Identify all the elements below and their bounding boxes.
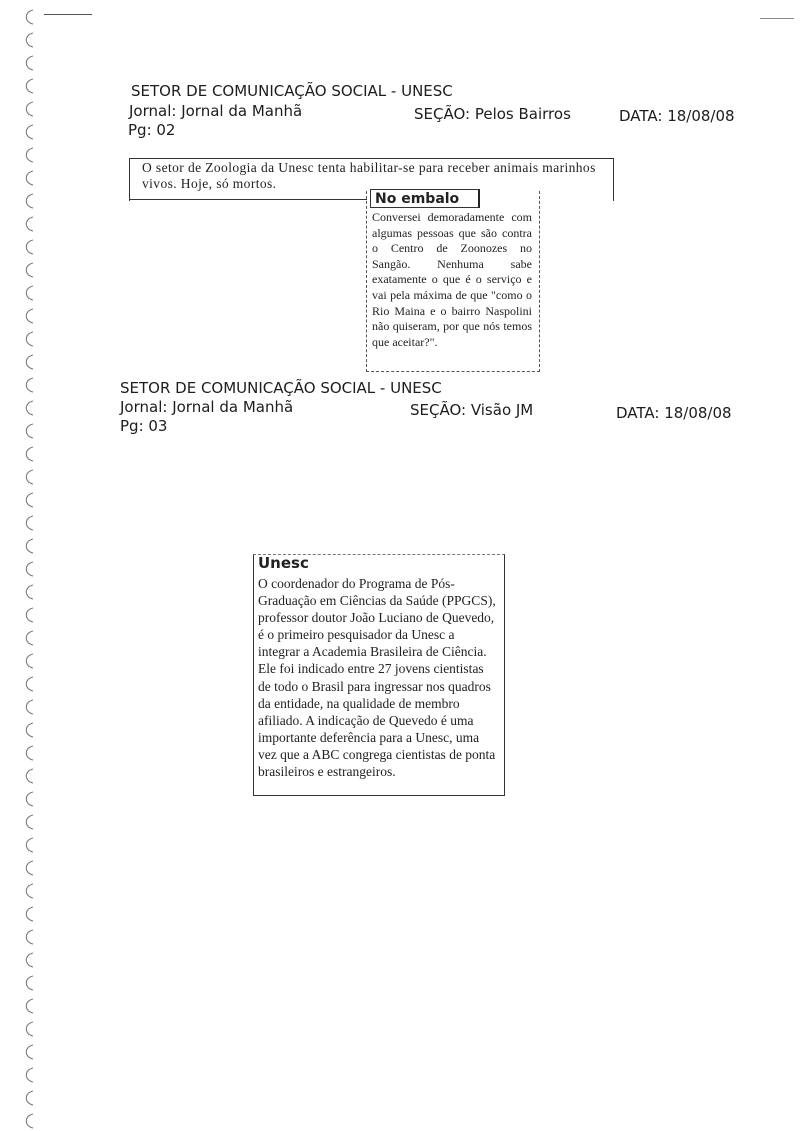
clipping-1-column-text: Conversei demoradamente com algumas pessoas que são contra o Centro de Zoonozes no Sangão. Nenhuma sabe exatamente o que é o serviço e vai pela máxima de que "como o Rio Maina e o bairro Naspolini não quiseram, por que nós temos que aceitar?". [372,210,532,349]
header-2-sector: SETOR DE COMUNICAÇÃO SOCIAL - UNESC [120,379,442,397]
header-1-date: DATA: 18/08/08 [619,107,735,125]
binder-edge-line [44,14,92,15]
header-1-section: SEÇÃO: Pelos Bairros [414,105,571,123]
header-1-journal: Jornal: Jornal da Manhã [129,102,303,120]
clipping-1-brief-bottom-edge [129,199,367,200]
clipping-2-article-title: Unesc [258,554,309,572]
header-2-journal: Jornal: Jornal da Manhã [120,398,294,416]
header-2-section: SEÇÃO: Visão JM [410,401,534,419]
header-2-date: DATA: 18/08/08 [616,404,732,422]
corner-mark [760,18,794,19]
clipping-1-brief-text: O setor de Zoologia da Unesc tenta habilitar-se para receber animais marinhos vivos. Hoje, só mortos. [142,160,596,191]
header-2-page: Pg: 03 [120,417,168,435]
header-1-sector: SETOR DE COMUNICAÇÃO SOCIAL - UNESC [131,82,453,100]
header-1-page: Pg: 02 [128,121,176,139]
clipping-2-article-text: O coordenador do Programa de Pós-Graduação em Ciências da Saúde (PPGCS), professor doutor João Luciano de Quevedo, é o primeiro pesquisador da Unesc a integrar a Academia Brasileira de Ciência. Ele foi indicado entre 27 jovens cientistas de todo o Brasil para ingressar nos quadros da entidade, na qualidade de membro afiliado. A indicação de Quevedo é uma importante deferência para a Unesc, uma vez que a ABC congrega cientistas de ponta brasileiros e estrangeiros. [258,576,496,780]
clipping-1-column-title: No embalo [370,189,480,208]
binder-holes [0,0,60,1131]
